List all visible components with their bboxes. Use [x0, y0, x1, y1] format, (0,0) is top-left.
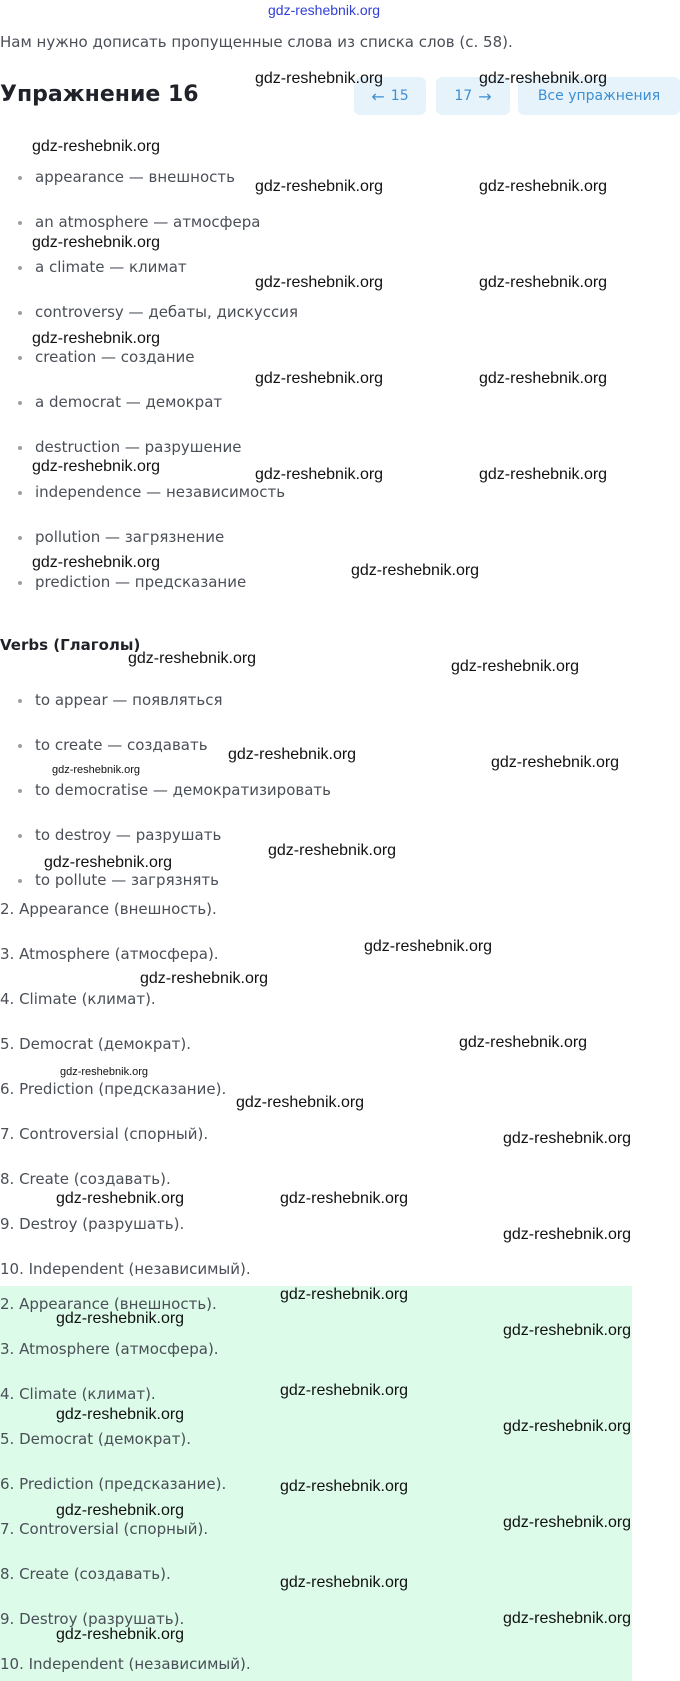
watermark: gdz-reshebnik.org [255, 274, 384, 291]
watermark: gdz-reshebnik.org [280, 1574, 409, 1591]
watermark: gdz-reshebnik.org [32, 138, 161, 155]
watermark: gdz-reshebnik.org [451, 658, 580, 675]
watermark: gdz-reshebnik.org [503, 1514, 632, 1531]
watermark: gdz-reshebnik.org [236, 1094, 365, 1111]
answer-line: 4. Climate (климат). [0, 990, 156, 1008]
watermark: gdz-reshebnik.org [56, 1310, 185, 1327]
watermark: gdz-reshebnik.org [280, 1382, 409, 1399]
answer-line: 8. Create (создавать). [0, 1170, 171, 1188]
watermark: gdz-reshebnik.org [255, 70, 384, 87]
watermark: gdz-reshebnik.org [228, 746, 357, 763]
watermark: gdz-reshebnik.org [255, 178, 384, 195]
watermark: gdz-reshebnik.org [479, 466, 608, 483]
arrow-right-icon: → [478, 86, 492, 106]
next-exercise-label: 17 [454, 88, 473, 104]
answer-line-highlighted: 10. Independent (независимый). [0, 1655, 251, 1673]
watermark: gdz-reshebnik.org [44, 854, 173, 871]
watermark: gdz-reshebnik.org [56, 1190, 185, 1207]
answer-line-highlighted: 7. Controversial (спорный). [0, 1520, 209, 1538]
answer-line: 9. Destroy (разрушать). [0, 1215, 185, 1233]
watermark: gdz-reshebnik.org [140, 970, 269, 987]
answer-line-highlighted: 4. Climate (климат). [0, 1385, 156, 1403]
watermark: gdz-reshebnik.org [280, 1478, 409, 1495]
intro-text: Нам нужно дописать пропущенные слова из списка слов (с. 58). [0, 33, 513, 51]
verbs-heading: Verbs (Глаголы) [0, 636, 141, 654]
answer-line-highlighted: 9. Destroy (разрушать). [0, 1610, 185, 1628]
watermark: gdz-reshebnik.org [503, 1418, 632, 1435]
watermark: gdz-reshebnik.org [351, 562, 480, 579]
watermark: gdz-reshebnik.org [479, 274, 608, 291]
watermark: gdz-reshebnik.org [459, 1034, 588, 1051]
watermark: gdz-reshebnik.org [479, 70, 608, 87]
watermark: gdz-reshebnik.org [503, 1226, 632, 1243]
answer-line: 10. Independent (независимый). [0, 1260, 251, 1278]
arrow-left-icon: ← [371, 86, 385, 106]
watermark: gdz-reshebnik.org [52, 764, 141, 776]
all-exercises-label: Все упражнения [537, 88, 661, 104]
answer-line: 2. Appearance (внешность). [0, 900, 217, 918]
watermark: gdz-reshebnik.org [128, 650, 257, 667]
watermark: gdz-reshebnik.org [32, 554, 161, 571]
answer-line: 5. Democrat (демократ). [0, 1035, 191, 1053]
watermark: gdz-reshebnik.org [280, 1286, 409, 1303]
watermark: gdz-reshebnik.org [268, 842, 397, 859]
answer-line: 7. Controversial (спорный). [0, 1125, 209, 1143]
page-title: Упражнение 16 [0, 82, 199, 107]
watermark: gdz-reshebnik.org [503, 1610, 632, 1627]
answer-line: 3. Atmosphere (атмосфера). [0, 945, 219, 963]
answer-line-highlighted: 6. Prediction (предсказание). [0, 1475, 227, 1493]
watermark: gdz-reshebnik.org [503, 1130, 632, 1147]
watermark: gdz-reshebnik.org [60, 1066, 149, 1078]
watermark: gdz-reshebnik.org [32, 330, 161, 347]
answer-line-highlighted: 2. Appearance (внешность). [0, 1295, 217, 1313]
answer-line-highlighted: 3. Atmosphere (атмосфера). [0, 1340, 219, 1358]
answer-line: 6. Prediction (предсказание). [0, 1080, 227, 1098]
watermark: gdz-reshebnik.org [32, 458, 161, 475]
watermark: gdz-reshebnik.org [255, 466, 384, 483]
watermark: gdz-reshebnik.org [479, 370, 608, 387]
watermark: gdz-reshebnik.org [32, 234, 161, 251]
prev-exercise-label: 15 [390, 88, 409, 104]
watermark: gdz-reshebnik.org [56, 1502, 185, 1519]
watermark: gdz-reshebnik.org [503, 1322, 632, 1339]
answer-line-highlighted: 5. Democrat (демократ). [0, 1430, 191, 1448]
watermark: gdz-reshebnik.org [491, 754, 620, 771]
watermark: gdz-reshebnik.org [56, 1406, 185, 1423]
watermark: gdz-reshebnik.org [280, 1190, 409, 1207]
watermark: gdz-reshebnik.org [56, 1626, 185, 1643]
watermark: gdz-reshebnik.org [364, 938, 493, 955]
answer-line-highlighted: 8. Create (создавать). [0, 1565, 171, 1583]
watermark: gdz-reshebnik.org [255, 370, 384, 387]
site-name[interactable]: gdz-reshebnik.org [268, 2, 381, 18]
watermark: gdz-reshebnik.org [479, 178, 608, 195]
